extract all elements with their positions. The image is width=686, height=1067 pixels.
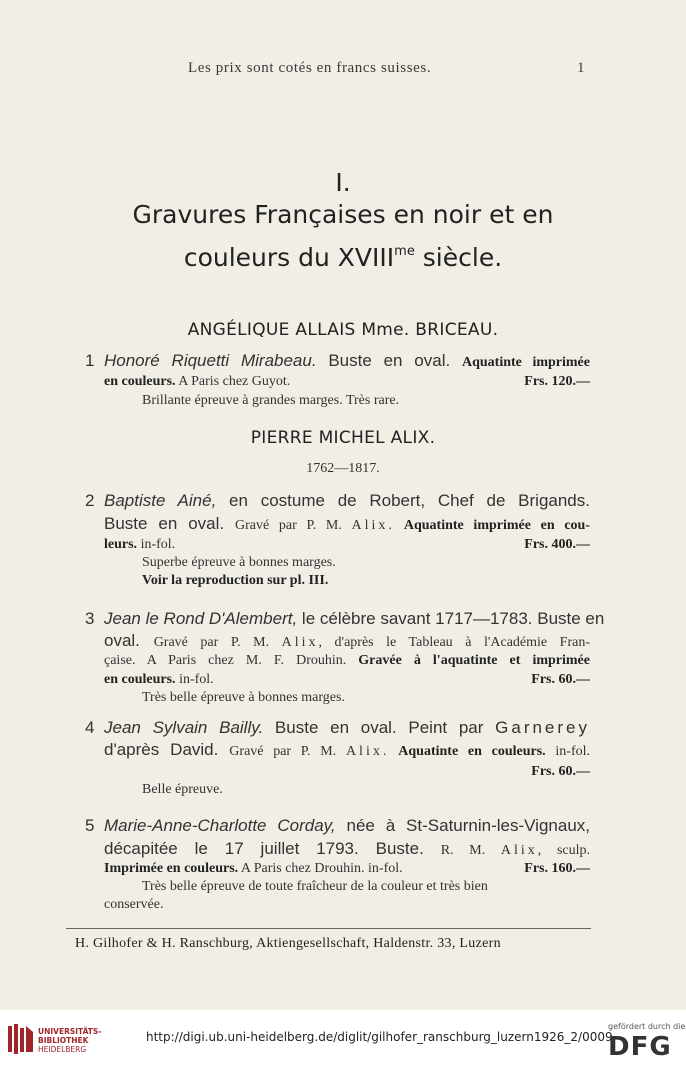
artist-heading: ANGÉLIQUE ALLAIS Mme. BRICEAU.	[187, 320, 499, 340]
item-number: 4	[85, 718, 95, 737]
item-text: d'après David.	[104, 740, 230, 759]
engraver-name: Alix	[500, 843, 538, 858]
logo-line: UNIVERSITÄTS-	[38, 1027, 102, 1036]
item-bold: Aquatinte imprimée	[462, 355, 590, 370]
item-line	[104, 653, 590, 669]
item-line	[104, 609, 605, 629]
item-bold: Aquatinte imprimée en cou-	[394, 518, 590, 533]
item-small: , sculp.	[537, 843, 590, 858]
item-bold: leurs.	[104, 537, 138, 552]
item-number: 5	[85, 816, 95, 835]
item-note: Très belle épreuve de toute fraîcheur de la couleur et très bien	[142, 879, 488, 894]
item-line	[104, 839, 590, 859]
item-text: A Paris chez Guyot.	[175, 374, 291, 389]
section-title-line2	[0, 233, 686, 276]
item-title: Baptiste Ainé,	[104, 491, 217, 510]
item-small: Gravé par P. M.	[153, 635, 282, 650]
dfg-logo[interactable]: DFG	[608, 1032, 672, 1062]
item-bold: en couleurs.	[104, 672, 176, 687]
item-text: in-fol.	[175, 672, 214, 687]
item-price: Frs. 60.—	[531, 672, 590, 687]
footer-rule	[66, 928, 591, 929]
artist-heading: PIERRE MICHEL ALIX.	[250, 428, 436, 448]
item-small: R. M.	[440, 843, 501, 858]
permalink-url[interactable]: http://digi.ub.uni-heidelberg.de/diglit/gilhofer_ranschburg_luzern1926_2/0009	[146, 1030, 613, 1044]
item-text: née à St-Saturnin-les-Vignaux,	[335, 816, 590, 835]
item-line	[104, 631, 590, 651]
item-note-reference: Voir la reproduction sur pl. III.	[142, 573, 329, 588]
item-title: Marie-Anne-Charlotte Corday,	[104, 816, 336, 835]
item-text: in-fol.	[137, 537, 176, 552]
item-small: in-fol.	[545, 744, 590, 759]
logo-line: HEIDELBERG	[38, 1045, 87, 1054]
item-line	[104, 491, 590, 511]
item-small: Gravé par P. M.	[229, 744, 346, 759]
item-bold: Imprimée en couleurs.	[104, 861, 239, 876]
item-note: Belle épreuve.	[142, 782, 223, 797]
item-small: A Paris chez Drouhin. in-fol.	[238, 861, 403, 876]
university-library-name[interactable]	[38, 1027, 101, 1054]
title-part: couleurs du XVIII	[183, 243, 395, 272]
item-title: Jean Sylvain Bailly.	[104, 718, 264, 737]
painter-name: Garnerey	[495, 718, 591, 737]
item-small: , d'après le Tableau à l'Académie Fran-	[318, 635, 590, 650]
section-number: I.	[335, 168, 351, 197]
section-title-line1: Gravures Françaises en noir et en	[132, 200, 554, 229]
item-line	[104, 514, 590, 534]
item-text: oval.	[104, 631, 154, 650]
item-text: Buste en oval.	[104, 514, 236, 533]
item-line	[104, 672, 590, 688]
item-text: décapitée le 17 juillet 1793. Buste.	[104, 839, 441, 858]
item-title: Jean le Rond D'Alembert,	[104, 609, 298, 628]
engraver-name: Alix.	[351, 518, 395, 533]
item-bold: Aquatinte en couleurs.	[389, 744, 546, 759]
item-small: çaise. A Paris chez M. F. Drouhin.	[104, 653, 347, 668]
item-price: Frs. 160.—	[524, 861, 590, 876]
item-line	[104, 816, 590, 836]
item-bold: en couleurs.	[104, 374, 176, 389]
item-text: le célèbre savant 1717—1783. Buste en	[297, 609, 605, 628]
item-line	[104, 351, 590, 371]
item-text: Buste en oval.	[316, 351, 462, 370]
item-text: en costume de Robert, Chef de Brigands.	[216, 491, 590, 510]
page-number: 1	[577, 60, 586, 76]
item-line	[104, 537, 590, 553]
item-bold: Gravée à l'aquatinte et imprimée	[346, 653, 590, 668]
item-line	[104, 374, 590, 390]
item-price: Frs. 120.—	[524, 374, 590, 389]
engraver-name: Alix.	[345, 744, 390, 759]
item-line	[104, 740, 590, 760]
artist-dates: 1762—1817.	[306, 461, 380, 476]
running-title: Les prix sont cotés en francs suisses.	[188, 60, 432, 76]
publisher-footer: H. Gilhofer & H. Ranschburg, Aktiengesellschaft, Haldenstr. 33, Luzern	[75, 936, 501, 951]
item-small: Gravé par P. M.	[235, 518, 352, 533]
item-line	[104, 861, 590, 877]
item-note-continuation: conservée.	[104, 897, 164, 912]
funding-label: gefördert durch die	[608, 1022, 686, 1031]
item-line	[104, 718, 590, 738]
title-sup: me	[394, 244, 415, 259]
university-library-logo-icon[interactable]	[6, 1022, 34, 1056]
logo-line: BIBLIOTHEK	[38, 1036, 89, 1045]
item-price: Frs. 400.—	[524, 537, 590, 552]
digitization-bar	[0, 1010, 686, 1067]
item-note: Très belle épreuve à bonnes marges.	[142, 690, 345, 705]
title-part: siècle.	[414, 243, 503, 272]
item-note: Brillante épreuve à grandes marges. Très rare.	[142, 393, 400, 408]
item-text: Buste en oval. Peint par	[263, 718, 496, 737]
item-price: Frs. 60.—	[531, 764, 590, 779]
section-title	[0, 196, 686, 276]
item-number: 2	[85, 491, 95, 510]
item-note: Superbe épreuve à bonnes marges.	[142, 555, 336, 570]
item-number: 1	[85, 351, 95, 370]
engraver-name: Alix	[281, 635, 319, 650]
item-number: 3	[85, 609, 95, 628]
item-title: Honoré Riquetti Mirabeau.	[104, 351, 317, 370]
